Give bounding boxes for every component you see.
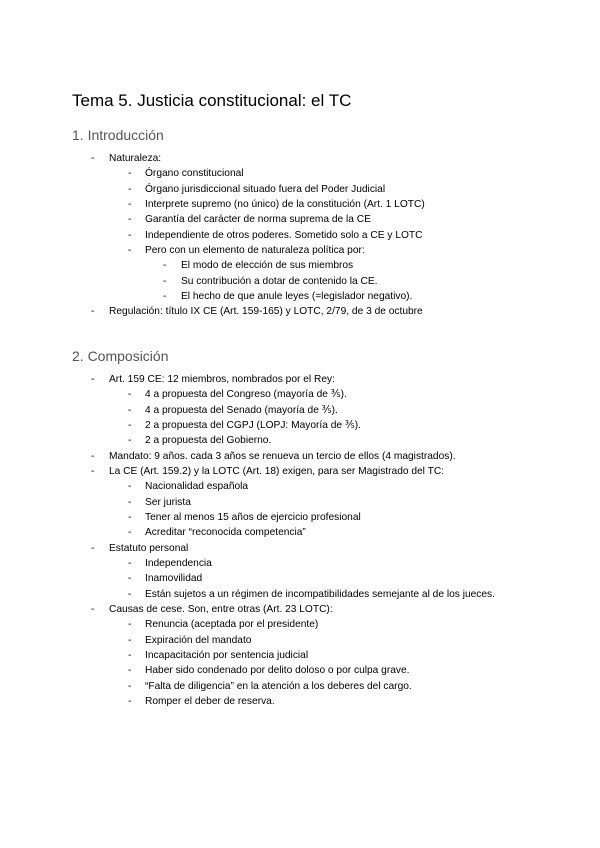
bullet-dash-icon: - xyxy=(91,450,95,462)
list-item-level-2: Acreditar “reconocida competencia” xyxy=(145,527,306,539)
list-item-level-2: Haber sido condenado por delito doloso o por culpa grave. xyxy=(145,665,410,677)
bullet-dash-icon: - xyxy=(128,435,132,447)
bullet-dash-icon: - xyxy=(128,198,132,210)
bullet-dash-icon: - xyxy=(128,557,132,569)
bullet-dash-icon: - xyxy=(163,260,167,272)
list-item-level-2: 4 a propuesta del Congreso (mayoría de ⅗). xyxy=(145,389,347,401)
list-item-level-3: Su contribución a dotar de contenido la CE. xyxy=(181,275,378,287)
list-item-level-2: 2 a propuesta del Gobierno. xyxy=(145,435,272,447)
list-item-level-2: Interprete supremo (no único) de la constitución (Art. 1 LOTC) xyxy=(145,198,425,210)
list-item-level-1: Mandato: 9 años. cada 3 años se renueva un tercio de ellos (4 magistrados). xyxy=(109,450,456,462)
bullet-dash-icon: - xyxy=(128,680,132,692)
bullet-dash-icon: - xyxy=(163,290,167,302)
list-item-level-2: Tener al menos 15 años de ejercicio profesional xyxy=(145,511,361,523)
bullet-dash-icon: - xyxy=(91,465,95,477)
bullet-dash-icon: - xyxy=(128,183,132,195)
bullet-dash-icon: - xyxy=(128,634,132,646)
bullet-dash-icon: - xyxy=(128,481,132,493)
list-item-level-2: Están sujetos a un régimen de incompatibilidades semejante al de los jueces. xyxy=(145,588,495,600)
list-item-level-2: Órgano constitucional xyxy=(145,168,244,180)
list-item-level-1: Naturaleza: xyxy=(109,153,162,164)
bullet-dash-icon: - xyxy=(128,389,132,401)
list-item-level-2: Independencia xyxy=(145,557,212,569)
bullet-dash-icon: - xyxy=(128,511,132,523)
bullet-dash-icon: - xyxy=(128,665,132,677)
bullet-dash-icon: - xyxy=(128,168,132,180)
bullet-dash-icon: - xyxy=(163,275,167,287)
bullet-dash-icon: - xyxy=(128,588,132,600)
bullet-dash-icon: - xyxy=(91,153,95,164)
bullet-dash-icon: - xyxy=(128,404,132,416)
list-item-level-1: Causas de cese. Son, entre otras (Art. 23 LOTC): xyxy=(109,603,333,615)
bullet-dash-icon: - xyxy=(128,496,132,508)
bullet-dash-icon: - xyxy=(91,603,95,615)
list-item-level-2: Garantía del carácter de norma suprema de la CE xyxy=(145,214,371,226)
bullet-dash-icon: - xyxy=(128,214,132,226)
list-item-level-2: 2 a propuesta del CGPJ (LOPJ: Mayoría de ⅗). xyxy=(145,419,361,431)
bullet-dash-icon: - xyxy=(128,573,132,585)
list-item-level-1: Art. 159 CE: 12 miembros, nombrados por el Rey: xyxy=(109,374,335,385)
bullet-dash-icon: - xyxy=(128,619,132,631)
bullet-dash-icon: - xyxy=(128,229,132,241)
list-item-level-2: Pero con un elemento de naturaleza política por: xyxy=(145,244,365,256)
bullet-dash-icon: - xyxy=(128,649,132,661)
bullet-dash-icon: - xyxy=(91,542,95,554)
bullet-dash-icon: - xyxy=(128,695,132,707)
bullet-dash-icon: - xyxy=(128,244,132,256)
list-item-level-2: Renuncia (aceptada por el presidente) xyxy=(145,619,319,631)
list-item-level-1: La CE (Art. 159.2) y la LOTC (Art. 18) exigen, para ser Magistrado del TC: xyxy=(109,465,445,477)
list-item-level-2: “Falta de diligencia” en la atención a los deberes del cargo. xyxy=(145,680,412,692)
list-item-level-3: El hecho de que anule leyes (=legislador negativo). xyxy=(181,290,413,302)
list-item-level-2: Expiración del mandato xyxy=(145,634,252,646)
bullet-dash-icon: - xyxy=(91,306,95,318)
list-item-level-2: Incapacitación por sentencia judicial xyxy=(145,649,309,661)
list-item-level-2: Inamovilidad xyxy=(145,573,203,585)
list-item-level-2: Independiente de otros poderes. Sometido solo a CE y LOTC xyxy=(145,229,423,241)
list-item-level-3: El modo de elección de sus miembros xyxy=(181,260,354,272)
bullet-dash-icon: - xyxy=(128,419,132,431)
list-item-level-2: Órgano jurisdiccional situado fuera del Poder Judicial xyxy=(145,183,386,195)
list-item-level-2: Nacionalidad española xyxy=(145,481,249,493)
document-title: Tema 5. Justicia constitucional: el TC xyxy=(72,91,352,110)
list-item-level-2: Ser jurista xyxy=(145,496,191,508)
section-heading: 2. Composición xyxy=(72,348,169,364)
section-heading: 1. Introducción xyxy=(72,127,164,143)
list-item-level-2: 4 a propuesta del Senado (mayoría de ⅗). xyxy=(145,404,338,416)
list-item-level-2: Romper el deber de reserva. xyxy=(145,695,275,707)
list-item-level-1: Estatuto personal xyxy=(109,542,189,554)
bullet-dash-icon: - xyxy=(128,527,132,539)
list-item-level-1: Regulación: título IX CE (Art. 159-165) y LOTC, 2/79, de 3 de octubre xyxy=(109,306,423,318)
bullet-dash-icon: - xyxy=(91,374,95,385)
